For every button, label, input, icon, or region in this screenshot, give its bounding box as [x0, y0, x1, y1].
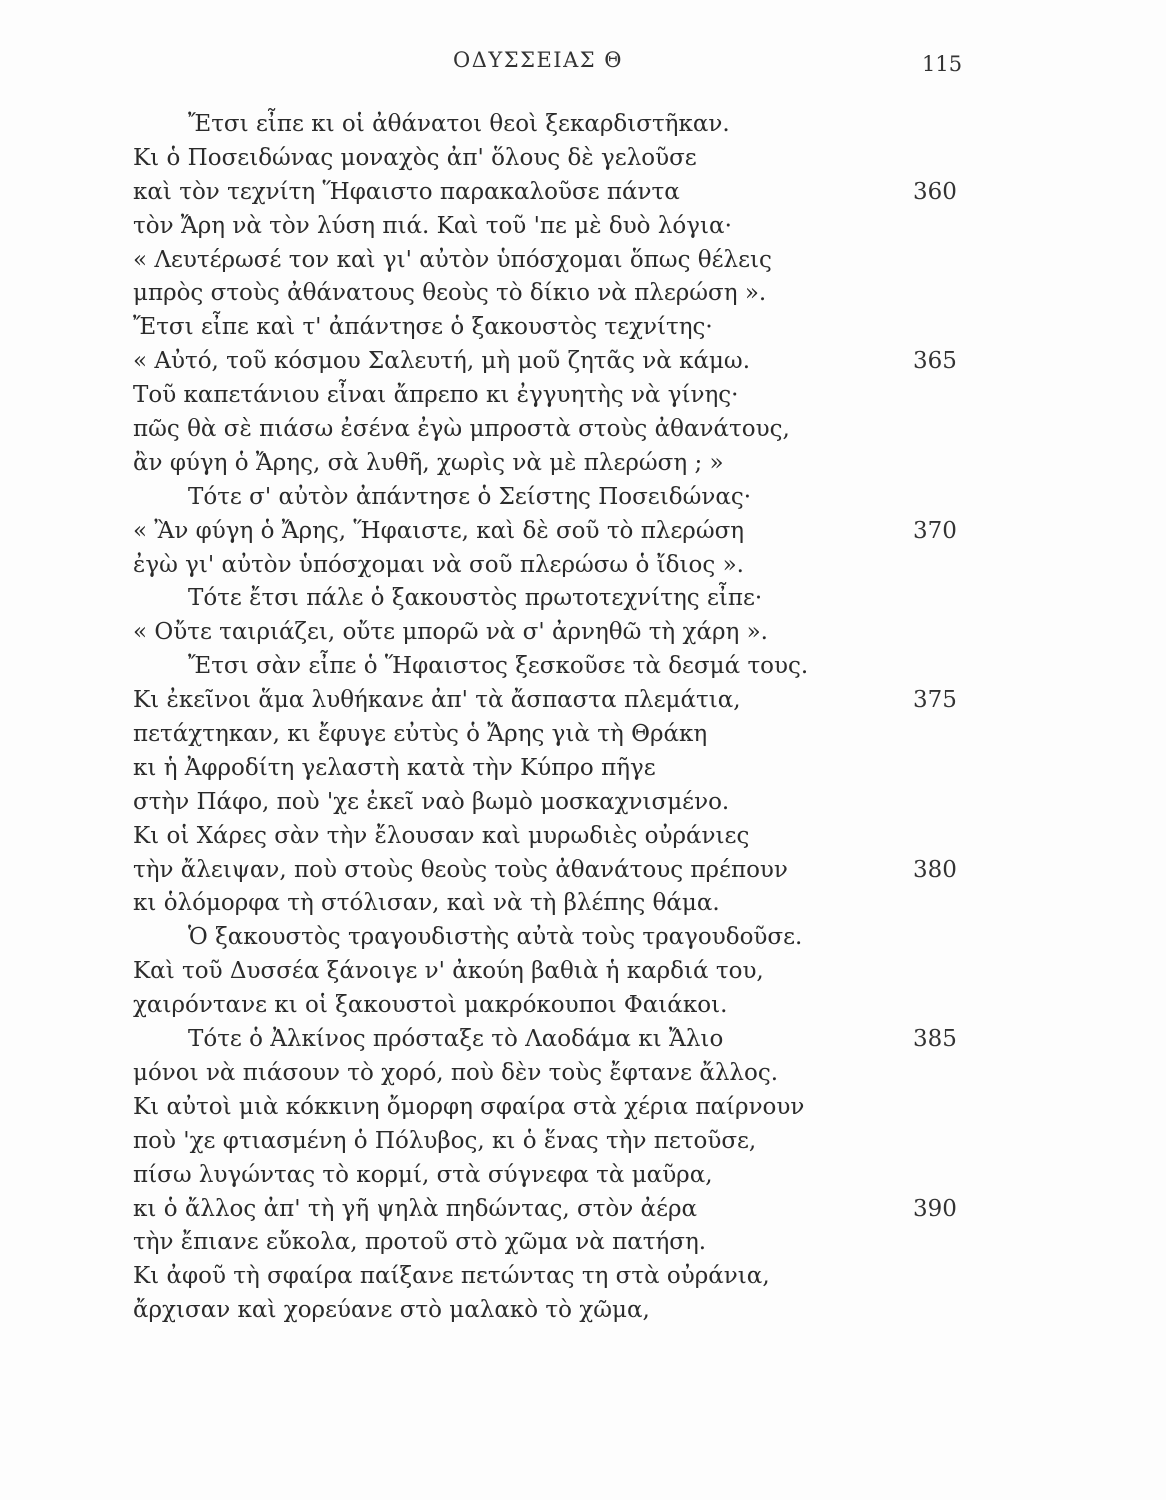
verse-line: κι ἡ Ἀφροδίτη γελαστὴ κατὰ τὴν Κύπρο πῆγε: [133, 754, 656, 781]
running-title: ΟΔΥΣΣΕΙΑΣ Θ: [453, 48, 623, 72]
verse-line: Κι ὁ Ποσειδώνας μοναχὸς ἀπ' ὅλους δὲ γελοῦσε: [133, 144, 697, 171]
line-number: 375: [913, 687, 957, 714]
line-number: 365: [913, 348, 957, 375]
verse-line: Κι ἐκεῖνοι ἅμα λυθήκανε ἀπ' τὰ ἄσπαστα πλεμάτια, 375: [133, 684, 993, 718]
verse-line: τὸν Ἄρη νὰ τὸν λύση πιά. Καὶ τοῦ 'πε μὲ δυὸ λόγια·: [133, 212, 732, 239]
verse-line: Κι ἀφοῦ τὴ σφαίρα παίξανε πετώντας τη στὰ οὐράνια,: [133, 1263, 770, 1290]
verse-line: Κι οἱ Χάρες σὰν τὴν ἔλουσαν καὶ μυρωδιὲς οὐράνιες: [133, 822, 750, 849]
verse-line: Τότε ὁ Ἀλκίνος πρόσταξε τὸ Λαοδάμα κι Ἄλιο 385: [133, 1023, 993, 1057]
verse-line: μπρὸς στοὺς ἀθάνατους θεοὺς τὸ δίκιο νὰ πλερώση ».: [133, 280, 767, 307]
line-number: 360: [913, 178, 957, 205]
verse-line: « Λευτέρωσέ τον καὶ γι' αὐτὸν ὑπόσχομαι ὅπως θέλεις: [133, 246, 772, 273]
verse-line: μόνοι νὰ πιάσουν τὸ χορό, ποὺ δὲν τοὺς ἔφτανε ἄλλος.: [133, 1059, 779, 1086]
verse-line: Κι αὐτοὶ μιὰ κόκκινη ὄμορφη σφαίρα στὰ χέρια παίρνουν: [133, 1093, 805, 1120]
verse-line: Τοῦ καπετάνιου εἶναι ἄπρεπο κι ἐγγυητὴς νὰ γίνης·: [133, 382, 739, 409]
line-number: 390: [913, 1195, 957, 1222]
poem-text: [133, 108, 993, 1328]
verse-line: ἐγὼ γι' αὐτὸν ὑπόσχομαι νὰ σοῦ πλερώσω ὁ ἴδιος ».: [133, 551, 744, 578]
verse-line: ἂν φύγη ὁ Ἄρης, σὰ λυθῆ, χωρὶς νὰ μὲ πλερώση ; »: [133, 449, 724, 476]
verse-line: κι ὁ ἄλλος ἀπ' τὴ γῆ ψηλὰ πηδώντας, στὸν ἀέρα 390: [133, 1193, 993, 1227]
verse-line: Ἔτσι εἶπε κι οἱ ἀθάνατοι θεοὶ ξεκαρδιστῆκαν.: [188, 111, 730, 137]
page-number: 115: [922, 52, 963, 76]
verse-line: κι ὁλόμορφα τὴ στόλισαν, καὶ νὰ τὴ βλέπης θάμα.: [133, 890, 720, 917]
verse-line: καὶ τὸν τεχνίτη Ἥφαιστο παρακαλοῦσε πάντα 360: [133, 176, 993, 210]
verse-line: χαιρόντανε κι οἱ ξακουστοὶ μακρόκουποι Φαιάκοι.: [133, 992, 728, 1019]
line-number: 385: [913, 1026, 957, 1053]
verse-line: « Αὐτό, τοῦ κόσμου Σαλευτή, μὴ μοῦ ζητᾶς νὰ κάμω. 365: [133, 345, 993, 379]
verse-line: πῶς θὰ σὲ πιάσω ἐσένα ἐγὼ μπροστὰ στοὺς ἀθανάτους,: [133, 416, 790, 443]
verse-line: Ἔτσι εἶπε καὶ τ' ἀπάντησε ὁ ξακουστὸς τεχνίτης·: [133, 314, 713, 341]
verse-line: « Ἂν φύγη ὁ Ἄρης, Ἥφαιστε, καὶ δὲ σοῦ τὸ πλερώση 370: [133, 515, 993, 549]
verse-line: Καὶ τοῦ Δυσσέα ξάνοιγε ν' ἀκούη βαθιὰ ἡ καρδιά του,: [133, 958, 764, 985]
verse-line: ποὺ 'χε φτιασμένη ὁ Πόλυβος, κι ὁ ἕνας τὴν πετοῦσε,: [133, 1127, 757, 1154]
verse-line: στὴν Πάφο, ποὺ 'χε ἐκεῖ ναὸ βωμὸ μοσκαχνισμένο.: [133, 788, 730, 815]
verse-line: τὴν ἔπιανε εὔκολα, προτοῦ στὸ χῶμα νὰ πατήση.: [133, 1229, 707, 1256]
verse-line: Ἔτσι σὰν εἶπε ὁ Ἥφαιστος ξεσκοῦσε τὰ δεσμά τους.: [188, 653, 809, 680]
line-number: 380: [913, 856, 957, 883]
verse-line: Τότε σ' αὐτὸν ἀπάντησε ὁ Σείστης Ποσειδώνας·: [188, 483, 752, 510]
verse-line: « Οὔτε ταιριάζει, οὔτε μπορῶ νὰ σ' ἀρνηθῶ τὴ χάρη ».: [133, 619, 768, 646]
verse-line: τὴν ἄλειψαν, ποὺ στοὺς θεοὺς τοὺς ἀθανάτους πρέπουν 380: [133, 854, 993, 888]
verse-line: πετάχτηκαν, κι ἔφυγε εὐτὺς ὁ Ἄρης γιὰ τὴ Θράκη: [133, 721, 708, 748]
verse-line: πίσω λυγώντας τὸ κορμί, στὰ σύγνεφα τὰ μαῦρα,: [133, 1161, 713, 1188]
line-number: 370: [913, 517, 957, 544]
verse-line: Ὁ ξακουστὸς τραγουδιστὴς αὐτὰ τοὺς τραγουδοῦσε.: [188, 924, 803, 951]
verse-line: ἄρχισαν καὶ χορεύανε στὸ μαλακὸ τὸ χῶμα,: [133, 1297, 650, 1324]
page-header: [0, 48, 1166, 88]
verse-line: Τότε ἔτσι πάλε ὁ ξακουστὸς πρωτοτεχνίτης εἶπε·: [188, 585, 763, 612]
